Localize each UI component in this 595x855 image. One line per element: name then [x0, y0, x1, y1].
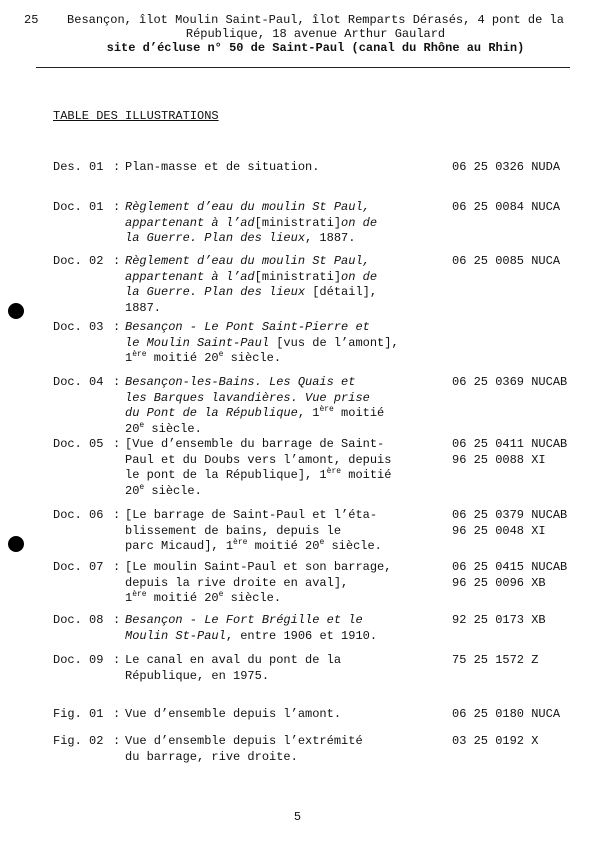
entry-cote: 06 25 0326 NUDA — [452, 160, 561, 174]
entry-description: Besançon - Le Pont Saint-Pierre et le Moulin Saint-Paul [vus de l’amont], 1ère moitié 20e siècle. — [125, 320, 399, 365]
entry-ref: Des. 01 — [53, 160, 104, 174]
entry-cote: 06 25 0180 NUCA — [452, 707, 561, 721]
entry-ref: Fig. 02 — [53, 734, 104, 748]
entry-cote: 06 25 0415 NUCAB 96 25 0096 XB — [452, 560, 568, 590]
binder-hole-icon — [8, 303, 24, 319]
entry-ref: Doc. 07 — [53, 560, 104, 574]
binder-hole-icon — [8, 536, 24, 552]
entry-ref: Doc. 02 — [53, 254, 104, 268]
entry-ref: Fig. 01 — [53, 707, 104, 721]
entry-cote: 06 25 0084 NUCA — [452, 200, 561, 214]
section-title: TABLE DES ILLUSTRATIONS — [53, 109, 219, 123]
header-divider — [36, 67, 570, 68]
entry-cote: 92 25 0173 XB — [452, 613, 546, 627]
header-line-2: République, 18 avenue Arthur Gaulard — [185, 27, 446, 41]
header-number: 25 — [24, 13, 39, 27]
entry-description: Règlement d’eau du moulin St Paul, appartenant à l’ad[ministrati]on de la Guerre. Plan des lieux, 1887. — [125, 200, 378, 245]
entry-ref: Doc. 05 — [53, 437, 104, 451]
entry-description: Vue d’ensemble depuis l’amont. — [125, 707, 342, 721]
entry-ref: Doc. 09 — [53, 653, 104, 667]
entry-description: [Le moulin Saint-Paul et son barrage, depuis la rive droite en aval], 1ère moitié 20e siècle. — [125, 560, 392, 605]
entry-description: [Vue d’ensemble du barrage de Saint- Paul et du Doubs vers l’amont, depuis le pont de la République], 1ère moitié 20e siècle. — [125, 437, 392, 498]
header-line-1: Besançon, îlot Moulin Saint-Paul, îlot Remparts Dérasés, 4 pont de la — [67, 13, 564, 27]
entry-description: Règlement d’eau du moulin St Paul, appartenant à l’ad[ministrati]on de la Guerre. Plan des lieux [détail], 1887. — [125, 254, 378, 315]
entry-ref: Doc. 01 — [53, 200, 104, 214]
entry-cote: 06 25 0369 NUCAB — [452, 375, 568, 389]
entry-description: Besançon-les-Bains. Les Quais et les Barques lavandières. Vue prise du Pont de la République, 1ère moitié 20e siècle. — [125, 375, 385, 436]
entry-ref: Doc. 08 — [53, 613, 104, 627]
header-title — [53, 13, 578, 55]
entry-description: Besançon - Le Fort Brégille et le Moulin St-Paul, entre 1906 et 1910. — [125, 613, 378, 643]
entry-ref: Doc. 04 — [53, 375, 104, 389]
entry-description: [Le barrage de Saint-Paul et l’éta- blissement de bains, depuis le parc Micaud], 1ère moitié 20e siècle. — [125, 508, 382, 553]
entry-cote: 03 25 0192 X — [452, 734, 539, 748]
entry-cote: 75 25 1572 Z — [452, 653, 539, 667]
page-number: 5 — [293, 810, 302, 824]
entry-ref: Doc. 03 — [53, 320, 104, 334]
entry-description: Plan-masse et de situation. — [125, 160, 320, 174]
entry-cote: 06 25 0085 NUCA — [452, 254, 561, 268]
entry-ref: Doc. 06 — [53, 508, 104, 522]
document-page: 25 Besançon, îlot Moulin Saint-Paul, îlot Remparts Dérasés, 4 pont de la République, 18 avenue Arthur Gaulard site d’écluse n° 50 de Saint-Paul (canal du Rhône au Rhin) TABLE DES ILLUSTRATIONS Des. 01 : Plan-masse et de situation. 06 25 0326 NUDA Doc. 01 : Règlement d’eau du moulin St Paul, appartenant à l’ad[ministrati]on de la Guerre. Plan des lieux, 1887. 06 25 0084 NUCA Doc. 02 : Règlement d’eau du moulin St Paul, appartenant à l’ad[ministrati]on de la Guerre. Plan des lieux [détail], 1887. 06 25 0085 NUCA Doc. 03 : Besançon - Le Pont Saint-Pierre et le Moulin Saint-Paul [vus de l’amont], 1ère moitié 20e siècle. Doc. 04 : Besançon-les-Bains. Les Quais et les Barques lavandières. Vue prise du Pont de la République, 1ère moitié 20e siècle. 06 25 0369 NUCAB Doc. 05 : [Vue d’ensemble du barrage de Saint- Paul et du Doubs vers l’amont, depuis le pont de la République], 1ère moitié 20e siècle. 06 25 0411 NUCAB 96 25 0088 XI Doc. 06 : [Le barrage de Saint-Paul et l’éta- blissement de bains, depuis le parc Micaud], 1ère moitié 20e siècle. 06 25 0379 NUCAB 96 25 0048 XI Doc. 07 : [Le moulin Saint-Paul et son barrage, depuis la rive droite en aval], 1ère moitié 20e siècle. 06 25 0415 NUCAB 96 25 0096 XB Doc. 08 : Besançon - Le Fort Brégille et le Moulin St-Paul, entre 1906 et 1910. 92 25 0173 XB Doc. 09 : Le canal en aval du pont de la République, en 1975. 75 25 1572 Z Fig. 01 : Vue d’ensemble depuis l’amont. 06 25 0180 NUCA Fig. 02 : Vue d’ensemble depuis l’extrémité du barrage, rive droite. 03 25 0192 X 5 — [0, 0, 595, 855]
entry-cote: 06 25 0411 NUCAB 96 25 0088 XI — [452, 437, 568, 467]
entry-description: Vue d’ensemble depuis l’extrémité du barrage, rive droite. — [125, 734, 363, 764]
header-line-3: site d’écluse n° 50 de Saint-Paul (canal du Rhône au Rhin) — [106, 41, 525, 55]
entry-cote: 06 25 0379 NUCAB 96 25 0048 XI — [452, 508, 568, 538]
entry-description: Le canal en aval du pont de la République, en 1975. — [125, 653, 342, 683]
